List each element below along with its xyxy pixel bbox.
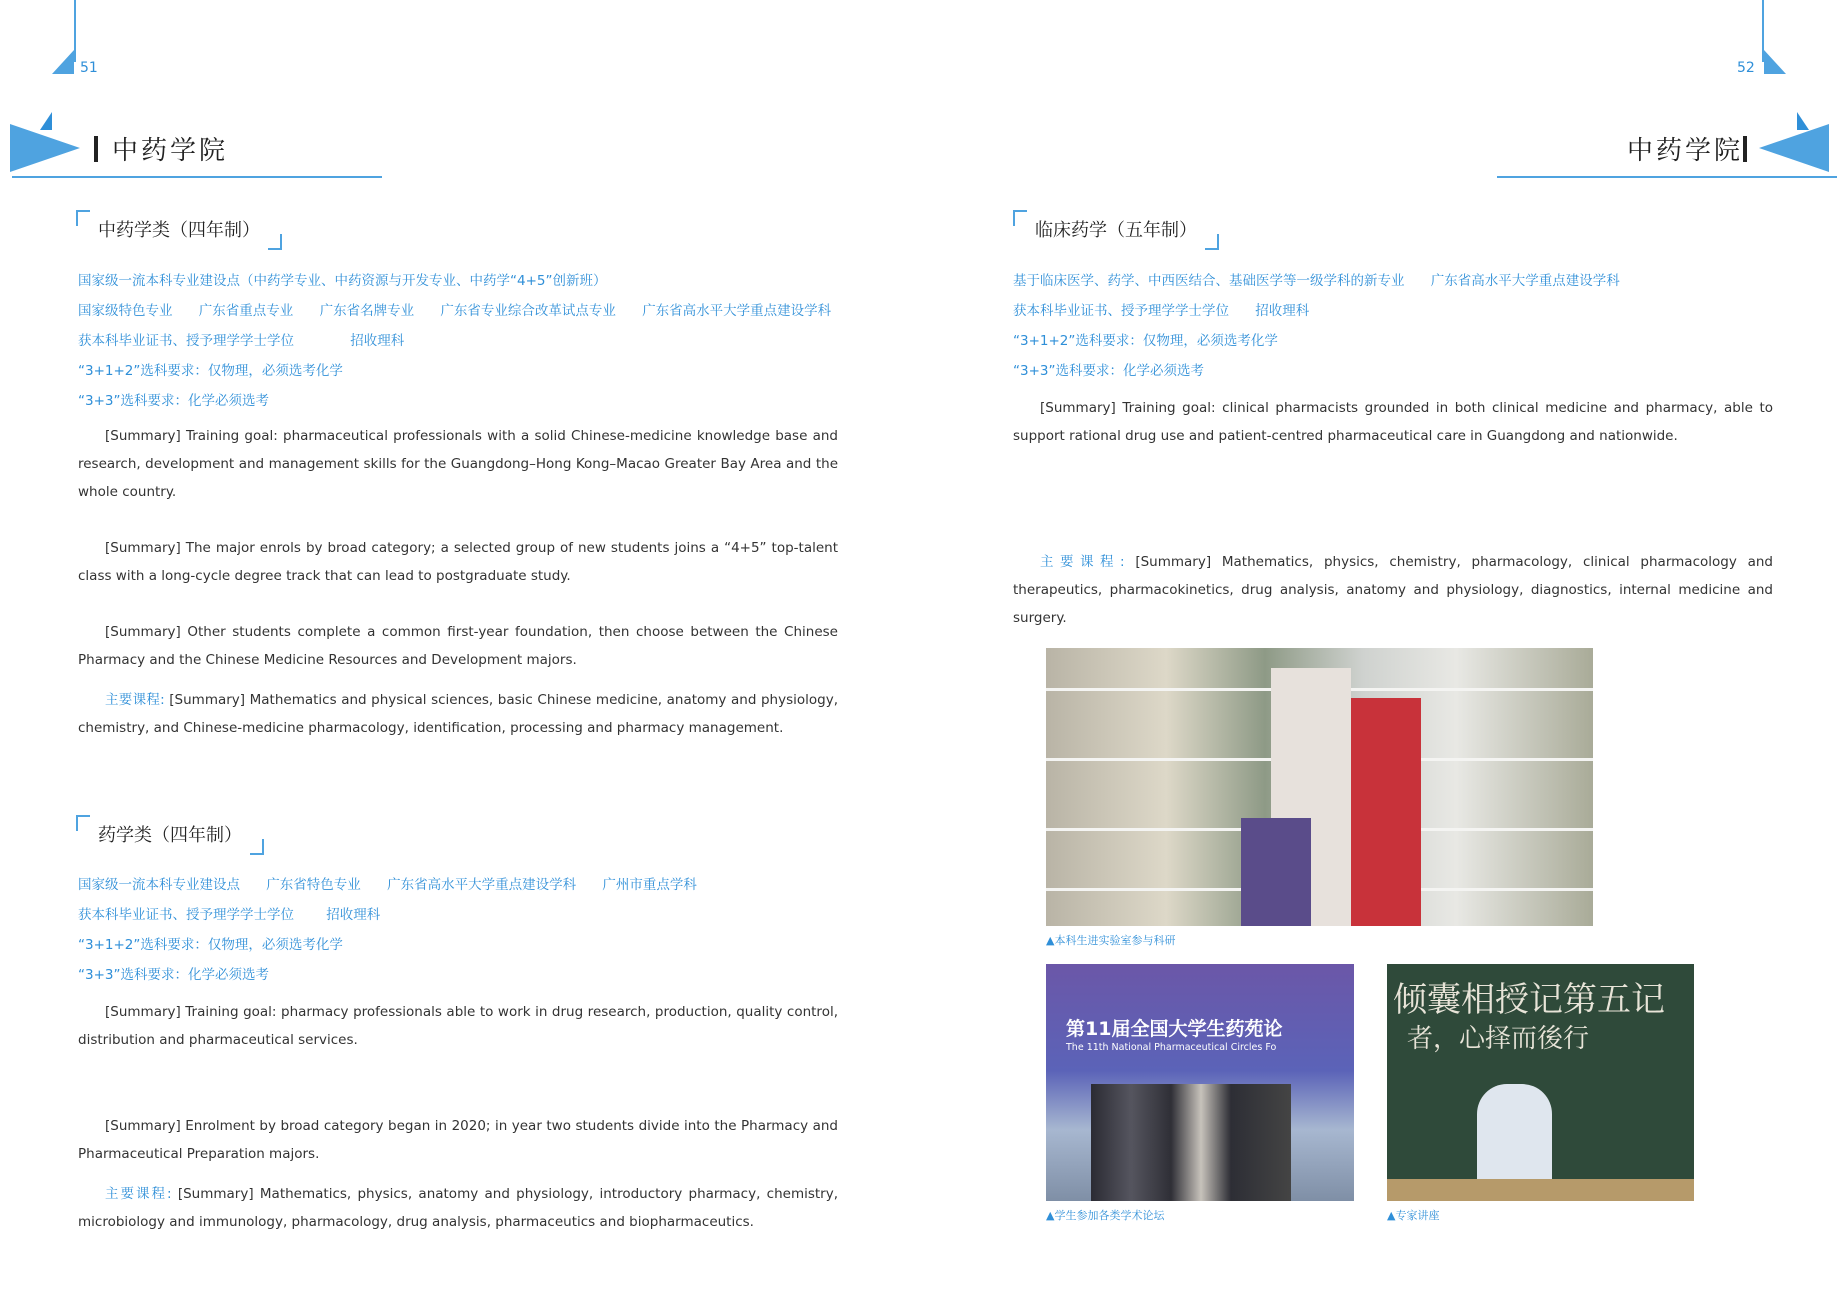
tcm-paragraph-2: [Summary] The major enrols by broad category; a selected group of new students joins a “4+5” top-talent class with a long-cycle degree track that can lead to postgraduate study. <box>78 540 838 584</box>
section-title-pharmacy <box>76 815 264 847</box>
left-page <box>0 0 900 1312</box>
bracket-icon <box>76 210 90 226</box>
student-figure <box>1241 818 1311 926</box>
page-number: 52 <box>1737 60 1755 76</box>
tag-line: 基于临床医学、药学、中西医结合、基础医学等一级学科的新专业 广东省高水平大学重点建设学科 <box>1013 273 1620 289</box>
forum-photo <box>1046 964 1354 1201</box>
lecture-photo <box>1387 964 1694 1201</box>
page-title: 中药学院 <box>112 136 229 166</box>
tcm-tags <box>78 266 853 416</box>
header-bar <box>1743 136 1747 162</box>
clinical-paragraph: [Summary] Training goal: clinical pharmacists grounded in both clinical medicine and pharmacy, able to support rational drug use and patient-centred pharmaceutical care in Guangdong and nationwide. <box>1013 400 1773 444</box>
tag-line: 获本科毕业证书、授予理学学士学位 招收理科 <box>78 333 405 349</box>
tag-line: 获本科毕业证书、授予理学学士学位 招收理科 <box>1013 303 1310 319</box>
lecture-photo-caption: ▲专家讲座 <box>1387 1209 1440 1222</box>
tag-line: 国家级一流本科专业建设点（中药学专业、中药资源与开发专业、中药学“4+5”创新班） <box>78 273 607 289</box>
page-title: 中药学院 <box>1627 136 1744 166</box>
pharmacy-paragraph-2: [Summary] Enrolment by broad category began in 2020; in year two students divide into the Pharmacy and Pharmaceutical Preparation majors. <box>78 1118 838 1162</box>
course-label: 主要课程: <box>105 692 165 708</box>
tag-line: “3+3”选科要求：化学必须选考 <box>78 393 269 409</box>
tag-line: “3+3”选科要求：化学必须选考 <box>1013 363 1204 379</box>
header-bar <box>94 136 98 162</box>
bracket-icon <box>250 839 264 855</box>
course-label: 主要课程: <box>105 1186 172 1202</box>
lab-photo <box>1046 648 1593 926</box>
pharmacy-paragraph-1: [Summary] Training goal: pharmacy professionals able to work in drug research, production, quality control, distribution and pharmaceutical services. <box>78 1004 838 1048</box>
right-page <box>937 0 1837 1312</box>
clinical-tags <box>1013 266 1642 386</box>
tag-line: 国家级特色专业 广东省重点专业 广东省名牌专业 广东省专业综合改革试点专业 广东省高水平大学重点建设学科 <box>78 303 832 319</box>
corner-triangle-icon <box>52 50 74 74</box>
section-title-tcm <box>76 210 282 242</box>
page-number: 51 <box>80 60 98 76</box>
podium <box>1387 1179 1694 1201</box>
forum-sub-banner: The 11th National Pharmaceutical Circles Fo <box>1066 1042 1277 1053</box>
section-heading: 中药学类（四年制） <box>98 220 260 241</box>
header-underline <box>1497 176 1837 178</box>
header-underline <box>12 176 382 178</box>
clinical-courses: 主要课程: [Summary] Mathematics, physics, chemistry, pharmacology, clinical pharmacology and therapeutics, pharmacokinetics, drug analysis, anatomy and physiology, diagnostics, internal medicine and surgery. <box>1013 554 1774 626</box>
tcm-paragraph-1: [Summary] Training goal: pharmaceutical professionals with a solid Chinese-medicine knowledge base and research, development and management skills for the Guangdong–Hong Kong–Macao Greater Bay Area and the whole country. <box>78 428 838 500</box>
course-label: 主要课程: <box>1040 554 1125 570</box>
section-title-clinical <box>1013 210 1219 242</box>
student-group <box>1091 1084 1291 1201</box>
section-heading: 药学类（四年制） <box>98 825 242 846</box>
tag-line: “3+1+2”选科要求：仅物理，必须选考化学 <box>78 363 343 379</box>
header-arrow-icon <box>10 124 80 172</box>
chalkboard-title: 倾囊相授记第五记 <box>1393 980 1665 1020</box>
tag-line: 国家级一流本科专业建设点 广东省特色专业 广东省高水平大学重点建设学科 广州市重点学科 <box>78 877 697 893</box>
bracket-icon <box>1205 234 1219 250</box>
tag-line: 获本科毕业证书、授予理学学士学位 招收理科 <box>78 907 381 923</box>
pharmacy-courses: 主要课程: [Summary] Mathematics, physics, anatomy and physiology, introductory pharmacy, chemistry, microbiology and immunology, pharmacology, drug analysis, pharmaceutics and biopharmaceutics. <box>78 1186 838 1230</box>
tag-line: “3+3”选科要求：化学必须选考 <box>78 967 269 983</box>
tag-line: “3+1+2”选科要求：仅物理，必须选考化学 <box>78 937 343 953</box>
chalkboard-line: 者，心择而後行 <box>1407 1024 1590 1054</box>
header-arrow-icon <box>1759 124 1829 172</box>
corner-triangle-icon <box>1764 50 1786 74</box>
section-heading: 临床药学（五年制） <box>1035 220 1197 241</box>
student-figure <box>1351 698 1421 926</box>
bracket-icon <box>76 815 90 831</box>
corner-line <box>74 0 76 62</box>
tag-line: “3+1+2”选科要求：仅物理，必须选考化学 <box>1013 333 1278 349</box>
pharmacy-tags <box>78 870 719 990</box>
bracket-icon <box>1013 210 1027 226</box>
tcm-paragraph-3: [Summary] Other students complete a common first-year foundation, then choose between the Chinese Pharmacy and the Chinese Medicine Resources and Development majors. <box>78 624 838 668</box>
bracket-icon <box>268 234 282 250</box>
forum-photo-caption: ▲学生参加各类学术论坛 <box>1046 1209 1165 1222</box>
lab-photo-caption: ▲本科生进实验室参与科研 <box>1046 934 1176 947</box>
forum-banner: 第11届全国大学生药苑论 <box>1066 1018 1283 1040</box>
tcm-courses: 主要课程: [Summary] Mathematics and physical sciences, basic Chinese medicine, anatomy and physiology, chemistry, and Chinese-medicine pharmacology, identification, processing and pharmacy management. <box>78 692 838 736</box>
